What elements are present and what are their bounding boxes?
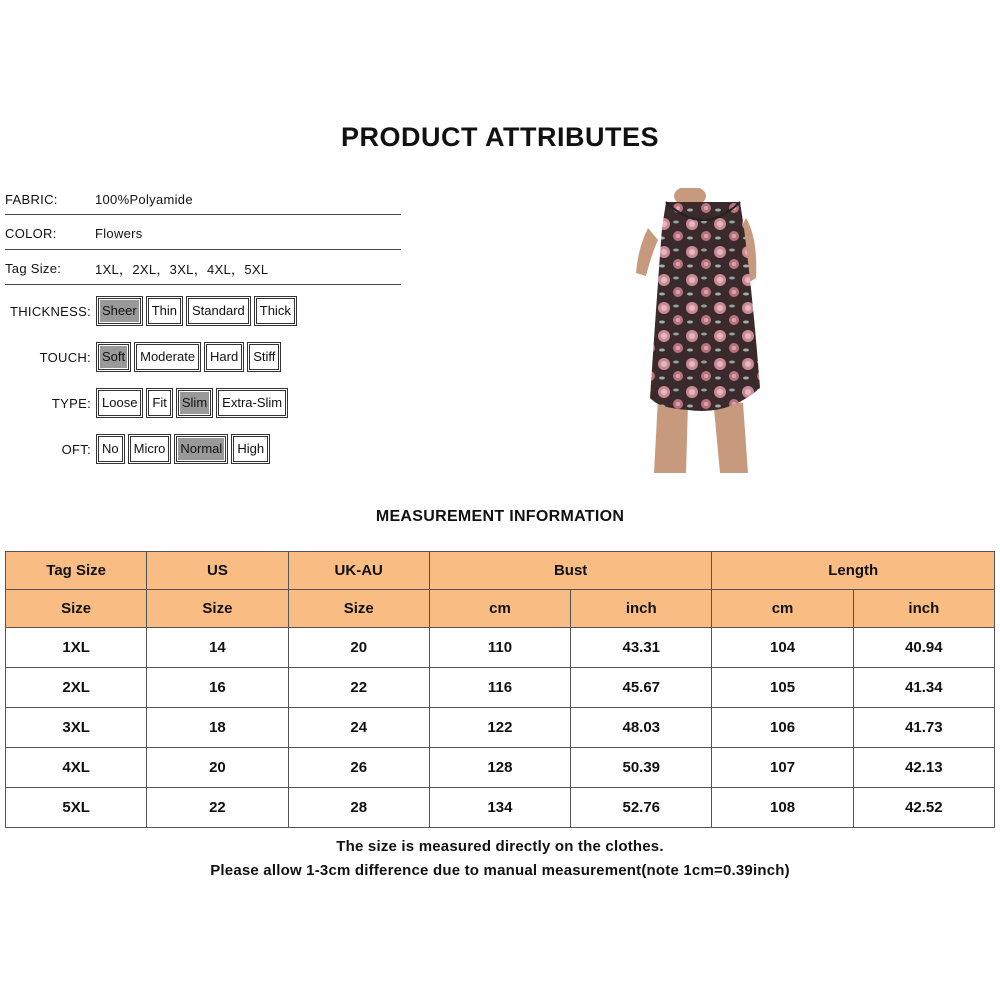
rating-option: Micro: [130, 436, 170, 462]
col-subheader: Size: [288, 590, 429, 628]
attr-value: 1XL，2XL，3XL，4XL，5XL: [95, 261, 269, 277]
page-title: PRODUCT ATTRIBUTES: [341, 122, 659, 152]
rating-row: [5, 434, 270, 464]
table-cell: 128: [429, 748, 570, 788]
rating-option: Soft: [98, 344, 129, 370]
table-cell: 42.13: [853, 748, 994, 788]
attr-tag-size: [5, 251, 401, 285]
table-cell: 26: [288, 748, 429, 788]
col-header: US: [147, 552, 288, 590]
rating-option: Stiff: [249, 344, 279, 370]
col-subheader: cm: [429, 590, 570, 628]
table-cell: 2XL: [6, 668, 147, 708]
table-cell: 3XL: [6, 708, 147, 748]
table-cell: 43.31: [571, 628, 712, 668]
table-cell: 1XL: [6, 628, 147, 668]
table-row: [6, 628, 995, 668]
rating-option: Thick: [256, 298, 295, 324]
rating-option: Sheer: [98, 298, 141, 324]
col-subheader: Size: [147, 590, 288, 628]
rating-row: [5, 342, 281, 372]
rating-option: Loose: [98, 390, 141, 416]
rating-options: [96, 434, 270, 464]
table-cell: 4XL: [6, 748, 147, 788]
rating-option: Standard: [188, 298, 249, 324]
note-difference: Please allow 1-3cm difference due to manual measurement(note 1cm=0.39inch): [210, 862, 790, 879]
table-row: [6, 668, 995, 708]
subheader-row: [6, 590, 995, 628]
rating-option: Hard: [206, 344, 242, 370]
measurement-table: [5, 551, 995, 828]
rating-options: [96, 342, 281, 372]
measurement-title: MEASUREMENT INFORMATION: [375, 508, 625, 525]
rating-option: Slim: [178, 390, 211, 416]
table-cell: 116: [429, 668, 570, 708]
table-cell: 24: [288, 708, 429, 748]
table-cell: 14: [147, 628, 288, 668]
table-cell: 16: [147, 668, 288, 708]
col-header: Bust: [429, 552, 712, 590]
rating-options: [96, 296, 297, 326]
table-cell: 105: [712, 668, 853, 708]
col-header: UK-AU: [288, 552, 429, 590]
attr-value: Flowers: [95, 225, 143, 241]
table-cell: 41.73: [853, 708, 994, 748]
rating-option: Extra-Slim: [218, 390, 286, 416]
col-header: Length: [712, 552, 995, 590]
col-subheader: inch: [853, 590, 994, 628]
divider: [5, 214, 401, 215]
rating-option: Fit: [148, 390, 170, 416]
table-cell: 107: [712, 748, 853, 788]
note-measured: The size is measured directly on the clothes.: [336, 838, 664, 855]
table-cell: 22: [288, 668, 429, 708]
rating-label: THICKNESS:: [9, 303, 91, 319]
table-cell: 45.67: [571, 668, 712, 708]
rating-label: TYPE:: [51, 395, 91, 411]
attr-label: COLOR:: [5, 225, 57, 241]
rating-row: [5, 296, 297, 326]
rating-option: Normal: [176, 436, 226, 462]
col-subheader: Size: [6, 590, 147, 628]
col-subheader: inch: [571, 590, 712, 628]
table-row: [6, 708, 995, 748]
table-cell: 20: [147, 748, 288, 788]
table-cell: 41.34: [853, 668, 994, 708]
table-cell: 110: [429, 628, 570, 668]
table-cell: 52.76: [571, 788, 712, 828]
table-row: [6, 788, 995, 828]
table-cell: 50.39: [571, 748, 712, 788]
attr-value: 100%Polyamide: [95, 191, 193, 207]
col-subheader: cm: [712, 590, 853, 628]
table-cell: 134: [429, 788, 570, 828]
rating-options: [96, 388, 288, 418]
table-cell: 108: [712, 788, 853, 828]
table-cell: 18: [147, 708, 288, 748]
product-photo: [628, 188, 778, 473]
rating-option: High: [233, 436, 268, 462]
table-cell: 40.94: [853, 628, 994, 668]
table-cell: 106: [712, 708, 853, 748]
rating-option: No: [98, 436, 123, 462]
col-header: Tag Size: [6, 552, 147, 590]
rating-row: [5, 388, 288, 418]
table-cell: 20: [288, 628, 429, 668]
rating-option: Moderate: [136, 344, 199, 370]
divider: [5, 249, 401, 250]
table-cell: 28: [288, 788, 429, 828]
attr-color: [5, 216, 401, 250]
table-cell: 104: [712, 628, 853, 668]
attr-label: Tag Size:: [5, 260, 62, 276]
rating-label: TOUCH:: [39, 349, 91, 365]
table-cell: 22: [147, 788, 288, 828]
table-cell: 48.03: [571, 708, 712, 748]
header-row: [6, 552, 995, 590]
rating-option: Thin: [148, 298, 181, 324]
rating-label: OFT:: [61, 441, 91, 457]
attr-fabric: [5, 182, 401, 216]
table-cell: 42.52: [853, 788, 994, 828]
attr-label: FABRIC:: [5, 191, 58, 207]
table-cell: 122: [429, 708, 570, 748]
divider: [5, 284, 401, 285]
table-cell: 5XL: [6, 788, 147, 828]
table-row: [6, 748, 995, 788]
